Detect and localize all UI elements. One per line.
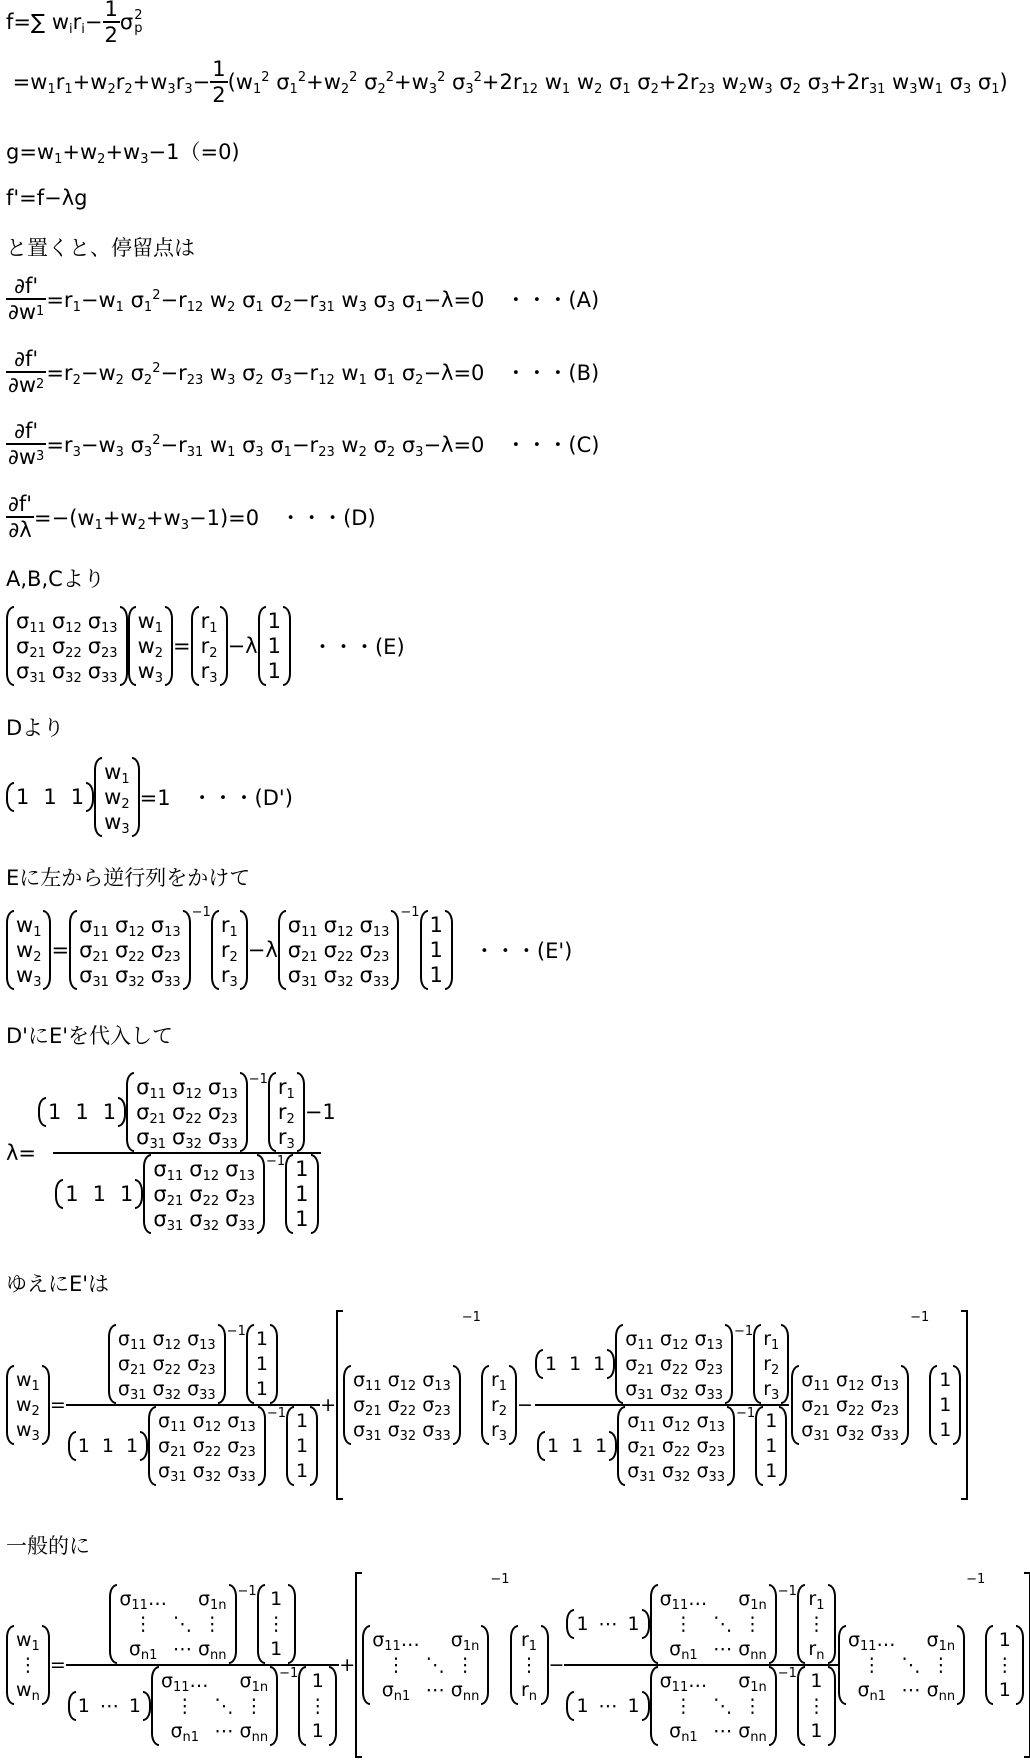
eq-f-def: f=∑ $w_ir_i-$ $\frac{1}{2}$ σ 2 p — [6, 2, 143, 42]
eq-E: $\sigma_{11}$ $\sigma_{12}$ $\sigma_{13}$ $\sigma_{21}$ $\sigma_{22}$ $\sigma_{23}$ $\sigma_{31}$ $\sigma_{32}$ $\sigma_{33}$ $w_1$ $w_2$ $w_3$ = $r_1$ $r_2$ $r_3$ −λ 1 1 1 ・・・(E) — [6, 604, 405, 688]
text-and-put: と置くと、停留点は — [6, 236, 195, 260]
text-therefore: ゆえにE'は — [6, 1272, 110, 1296]
tag-B: ・・・(B) — [505, 361, 600, 385]
eq-final-3: $w_1$ $w_2$ $w_3$ = $\sigma_{11}$ $\sigma_{12}$ $\sigma_{13}$ $\sigma_{21}$ $\sigma_{22}$ $\sigma_{23}$ $\sigma_{31}$ $\sigma_{32}$ $\sigma_{33}$ −1 1 1 1 1 1 1 $\sigma_{11}$ $\sigma_{12}$ $\sigma_{13}$ $\sigma_{21}$ $\sigma_{22}$ $\sigma_{23}$ $\sigma_{31}$ $\sigma_{32}$ $\sigma_{33}$ −1 1 1 1 + $\sigma_{11}$ $\sigma_{12}$ $\sigma_{13}$ $\sigma_{21}$ $\sigma_{22}$ $\sigma_{23}$ $\sigma_{31}$ $\sigma_{32}$ $\sigma_{33}$ −1 $r_1$ $r_2$ $r_3$ − 1 1 1 $\sigma_{11}$ $\sigma_{12}$ $\sigma_{13}$ $\sigma_{21}$ $\sigma_{22}$ $\sigma_{23}$ $\sigma_{31}$ $\sigma_{32}$ $\sigma_{33}$ −1 $r_1$ $r_2$ $r_3$ 1 1 1 $\sigma_{11}$ $\sigma_{12}$ $\sigma_{13}$ $\sigma_{21}$ $\sigma_{22}$ $\sigma_{23}$ $\sigma_{31}$ $\sigma_{32}$ $\sigma_{33}$ −1 1 1 1 $\sigma_{11}$ $\sigma_{12}$ $\sigma_{13}$ $\sigma_{21}$ $\sigma_{22}$ $\sigma_{23}$ $\sigma_{31}$ $\sigma_{32}$ $\sigma_{33}$ −1 1 1 1 — [6, 1310, 968, 1500]
tag-Ep: ・・・(E') — [473, 939, 573, 963]
text-substitute: D'にE'を代入して — [6, 1024, 173, 1048]
tag-E: ・・・(E) — [311, 635, 405, 659]
eq-final-n: $w_1$ ⋮ $w_n$ = $\sigma_{11}\dots$ $\sigma_{1n}$ ⋮ ⋱ ⋮ $\sigma_{n1}$ ⋯ $\sigma_{nn}$ −1 1 ⋮ 1 1 ⋯ 1 $\sigma_{11}\dots$ $\sigma_{1n}$ ⋮ ⋱ ⋮ $\sigma_{n1}$ ⋯ $\sigma_{nn}$ −1 1 ⋮ 1 + $\sigma_{11}\dots$ $\sigma_{1n}$ ⋮ ⋱ ⋮ $\sigma_{n1}$ ⋯ $\sigma_{nn}$ −1 $r_1$ ⋮ $r_n$ − 1 ⋯ 1 $\sigma_{11}\dots$ $\sigma_{1n}$ ⋮ ⋱ ⋮ $\sigma_{n1}$ ⋯ $\sigma_{nn}$ −1 $r_1$ ⋮ $r_n$ 1 ⋯ 1 $\sigma_{11}\dots$ $\sigma_{1n}$ ⋮ ⋱ ⋮ $\sigma_{n1}$ ⋯ $\sigma_{nn}$ −1 1 ⋮ 1 $\sigma_{11}\dots$ $\sigma_{1n}$ ⋮ ⋱ ⋮ $\sigma_{n1}$ ⋯ $\sigma_{nn}$ −1 1 ⋮ 1 — [6, 1572, 1030, 1758]
eq-C: ∂f' ∂w 3 $=r_3-w_3$ $\sigma_3^2-r_{31}$ $w_1$ $\sigma_3$ $\sigma_1-r_{23}$ $w_2$ $\sigma_2$ $\sigma_3-\lambda=0$ ・・・(C) — [8, 419, 600, 469]
text-from-abc: A,B,Cより — [6, 567, 105, 591]
sigma-matrix: $\sigma_{11}$ $\sigma_{12}$ $\sigma_{13}$ $\sigma_{21}$ $\sigma_{22}$ $\sigma_{23}$ $\sigma_{31}$ $\sigma_{32}$ $\sigma_{33}$ — [6, 606, 128, 686]
eq-B: ∂f' ∂w 2 $=r_2-w_2$ $\sigma_2^2-r_{23}$ $w_3$ $\sigma_2$ $\sigma_3-r_{12}$ $w_1$ $\sigma_1$ $\sigma_2-\lambda=0$ ・・・(B) — [8, 347, 600, 397]
eq-Ep: $w_1$ $w_2$ $w_3$ = $\sigma_{11}$ $\sigma_{12}$ $\sigma_{13}$ $\sigma_{21}$ $\sigma_{22}$ $\sigma_{23}$ $\sigma_{31}$ $\sigma_{32}$ $\sigma_{33}$ −1 $r_1$ $r_2$ $r_3$ −λ $\sigma_{11}$ $\sigma_{12}$ $\sigma_{13}$ $\sigma_{21}$ $\sigma_{22}$ $\sigma_{23}$ $\sigma_{31}$ $\sigma_{32}$ $\sigma_{33}$ −1 1 1 1 ・・・(E') — [6, 905, 572, 995]
half-fraction: $\frac{1}{2}$ — [212, 57, 226, 107]
eq-Dp: 1 1 1 $w_1$ $w_2$ $w_3$ =1 ・・・(D') — [6, 755, 293, 839]
text-general: 一般的に — [6, 1534, 90, 1558]
text-from-d: Dより — [6, 716, 65, 740]
eq-fprime: f'=f−λg — [6, 186, 88, 210]
eq-D: $\frac{\partial f'}{\partial\lambda}$ $=-(w_1+w_2+w_3-1)=0$ ・・・(D) — [8, 492, 376, 542]
eq-lambda: λ= 1 1 1 $\sigma_{11}$ $\sigma_{12}$ $\sigma_{13}$ $\sigma_{21}$ $\sigma_{22}$ $\sigma_{23}$ $\sigma_{31}$ $\sigma_{32}$ $\sigma_{33}$ −1 $r_1$ $r_2$ $r_3$ −1 1 1 1 $\sigma_{11}$ $\sigma_{12}$ $\sigma_{13}$ $\sigma_{21}$ $\sigma_{22}$ $\sigma_{23}$ $\sigma_{31}$ $\sigma_{32}$ $\sigma_{33}$ −1 1 1 1 — [6, 1072, 336, 1234]
eq-A: ∂f' ∂w 1 $=r_1-w_1$ $\sigma_1^2-r_{12}$ $w_2$ $\sigma_1$ $\sigma_2-r_{31}$ $w_3$ $\sigma_3$ $\sigma_1-\lambda=0$ ・・・(A) — [8, 274, 600, 324]
text-mult-inverse: Eに左から逆行列をかけて — [6, 866, 251, 890]
eq-f-expand: $=w_1r_1+w_2r_2+w_3r_3-$ $\frac{1}{2}$ ($w_1^2$ $\sigma_1^2+w_2^2$ $\sigma_2^2+w_3^2$ $\sigma_3^2+2r_{12}$ $w_1$ $w_2$ $\sigma_1$ $\sigma_2+2r_{23}$ $w_2w_3$ $\sigma_2$ $\sigma_3+2r_{31}$ $w_3w_1$ $\sigma_3$ $\sigma_1$) — [6, 57, 1008, 107]
tag-C: ・・・(C) — [505, 433, 600, 457]
half-fraction: $\frac{1}{2}$ — [104, 0, 118, 47]
tag-Dp: ・・・(D') — [191, 786, 293, 810]
tag-A: ・・・(A) — [505, 288, 600, 312]
eq-g: $g=w_1+w_2+w_3-1(=0)$ — [6, 140, 240, 167]
tag-D: ・・・(D) — [280, 506, 376, 530]
